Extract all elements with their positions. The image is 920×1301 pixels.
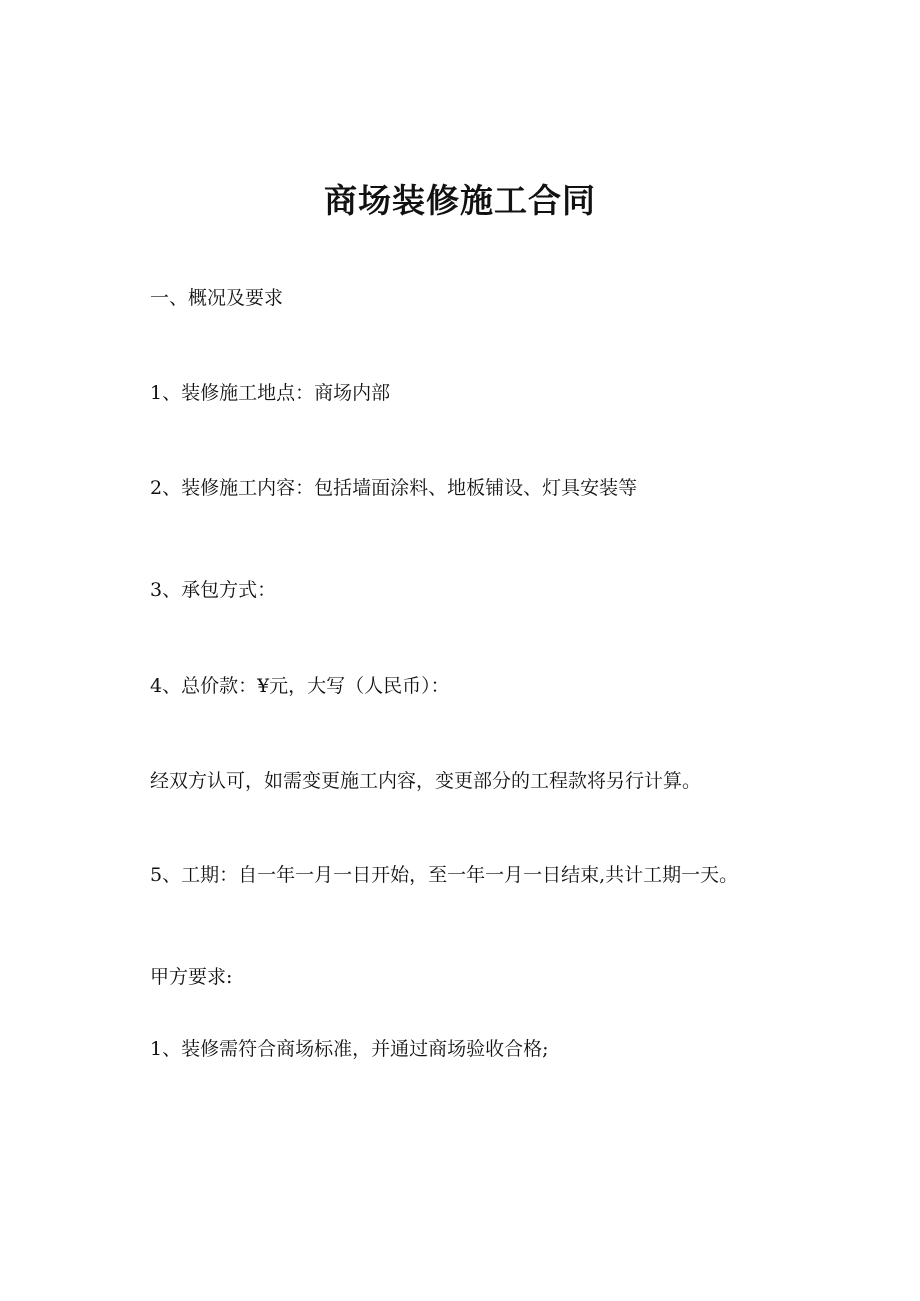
section-heading-overview: 一、概况及要求 xyxy=(150,287,284,309)
item-content: 2、装修施工内容：包括墙面涂料、地板铺设、灯具安装等 xyxy=(150,477,638,499)
note-change-terms: 经双方认可，如需变更施工内容，变更部分的工程款将另行计算。 xyxy=(150,770,702,792)
party-a-requirement-1: 1、装修需符合商场标准，并通过商场验收合格; xyxy=(150,1038,549,1060)
item-duration: 5、工期：自一年一月一日开始，至一年一月一日结束,共计工期一天。 xyxy=(150,864,739,886)
item-contract-method: 3、承包方式： xyxy=(150,579,277,601)
section-heading-party-a: 甲方要求: xyxy=(150,966,233,988)
document-title: 商场装修施工合同 xyxy=(324,181,596,220)
item-location: 1、装修施工地点：商场内部 xyxy=(150,382,391,404)
item-total-price: 4、总价款：¥元，大写（人民币）： xyxy=(150,675,450,697)
